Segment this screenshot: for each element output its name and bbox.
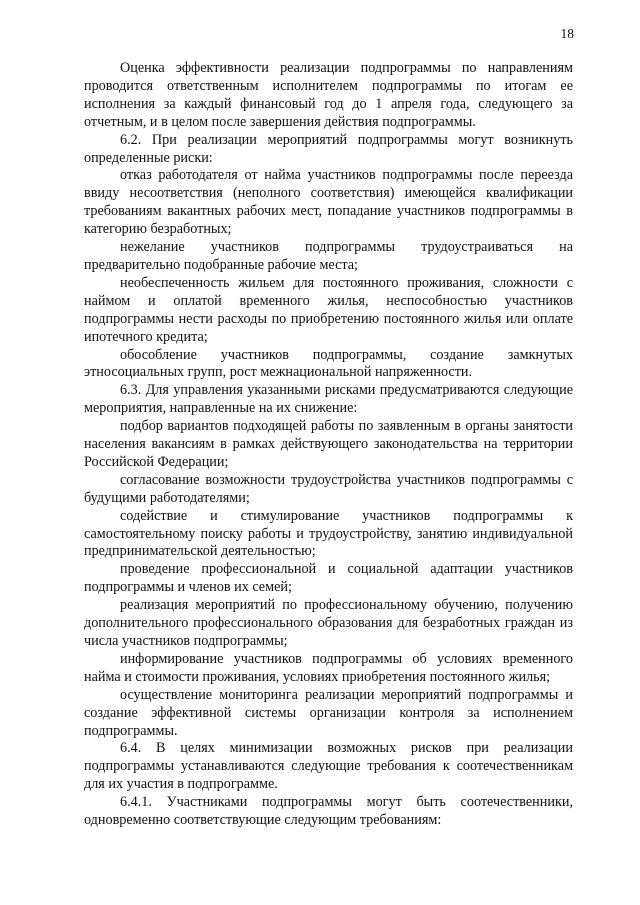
- paragraph-measure-job-selection: подбор вариантов подходящей работы по заявленным в органы занятости населения вакансиям в рамках действующего законодательства на территории Российской Федерации;: [84, 418, 573, 470]
- paragraph-6-3: 6.3. Для управления указанными рисками предусматриваются следующие мероприятия, направленные на их снижение:: [84, 382, 573, 417]
- paragraph-6-4-1: 6.4.1. Участниками подпрограммы могут быть соотечественники, одновременно соответствующие следующим требованиям:: [84, 794, 573, 829]
- paragraph-measure-adaptation: проведение профессиональной и социальной адаптации участников подпрограммы и членов их семей;: [84, 561, 573, 596]
- paragraph-measure-monitoring: осуществление мониторинга реализации мероприятий подпрограммы и создание эффективной системы организации контроля за исполнением подпрограммы.: [84, 686, 573, 739]
- paragraph-risk-housing: необеспеченность жильем для постоянного проживания, сложности с наймом и оплатой временного жилья, неспособностью участников подпрограммы нести расходы по приобретению постоянного жилья или оплате ипотечного кредита;: [84, 274, 573, 345]
- paragraph-measure-coordination: согласование возможности трудоустройства участников подпрограммы с будущими работодателями;: [84, 471, 573, 506]
- paragraph-measure-informing: информирование участников подпрограммы об условиях временного найма и стоимости проживания, условиях приобретения постоянного жилья;: [84, 650, 573, 685]
- paragraph-evaluation: Оценка эффективности реализации подпрограммы по направлениям проводится ответственным исполнителем подпрограммы по итогам ее исполнения за каждый финансовый год до 1 апреля года, следующего за отчетным, и в целом после завершения действия подпрограммы.: [84, 60, 573, 130]
- paragraph-measure-assistance: содействие и стимулирование участников подпрограммы к самостоятельному поиску работы и трудоустройству, занятию индивидуальной предпринимательской деятельностью;: [84, 507, 573, 560]
- paragraph-risk-isolation: обособление участников подпрограммы, создание замкнутых этносоциальных групп, рост межнациональной напряженности.: [84, 346, 573, 381]
- document-body: [84, 60, 573, 830]
- paragraph-risk-employer-refusal: отказ работодателя от найма участников подпрограммы после переезда ввиду несоответствия (неполного соответствия) имеющейся квалификации требованиям вакантных рабочих мест, попадание участников подпрограммы в категорию безработных;: [84, 167, 573, 238]
- paragraph-measure-training: реализация мероприятий по профессиональному обучению, получению дополнительного профессионального образования для безработных граждан из числа участников подпрограммы;: [84, 597, 573, 649]
- page-number: 18: [560, 26, 574, 41]
- paragraph-6-2: 6.2. При реализации мероприятий подпрограммы могут возникнуть определенные риски:: [84, 131, 573, 166]
- paragraph-6-4: 6.4. В целях минимизации возможных рисков при реализации подпрограммы устанавливаются следующие требования к соотечественникам для их участия в подпрограмме.: [84, 740, 573, 793]
- paragraph-risk-unwillingness: нежелание участников подпрограммы трудоустраиваться на предварительно подобранные рабочие места;: [84, 239, 573, 273]
